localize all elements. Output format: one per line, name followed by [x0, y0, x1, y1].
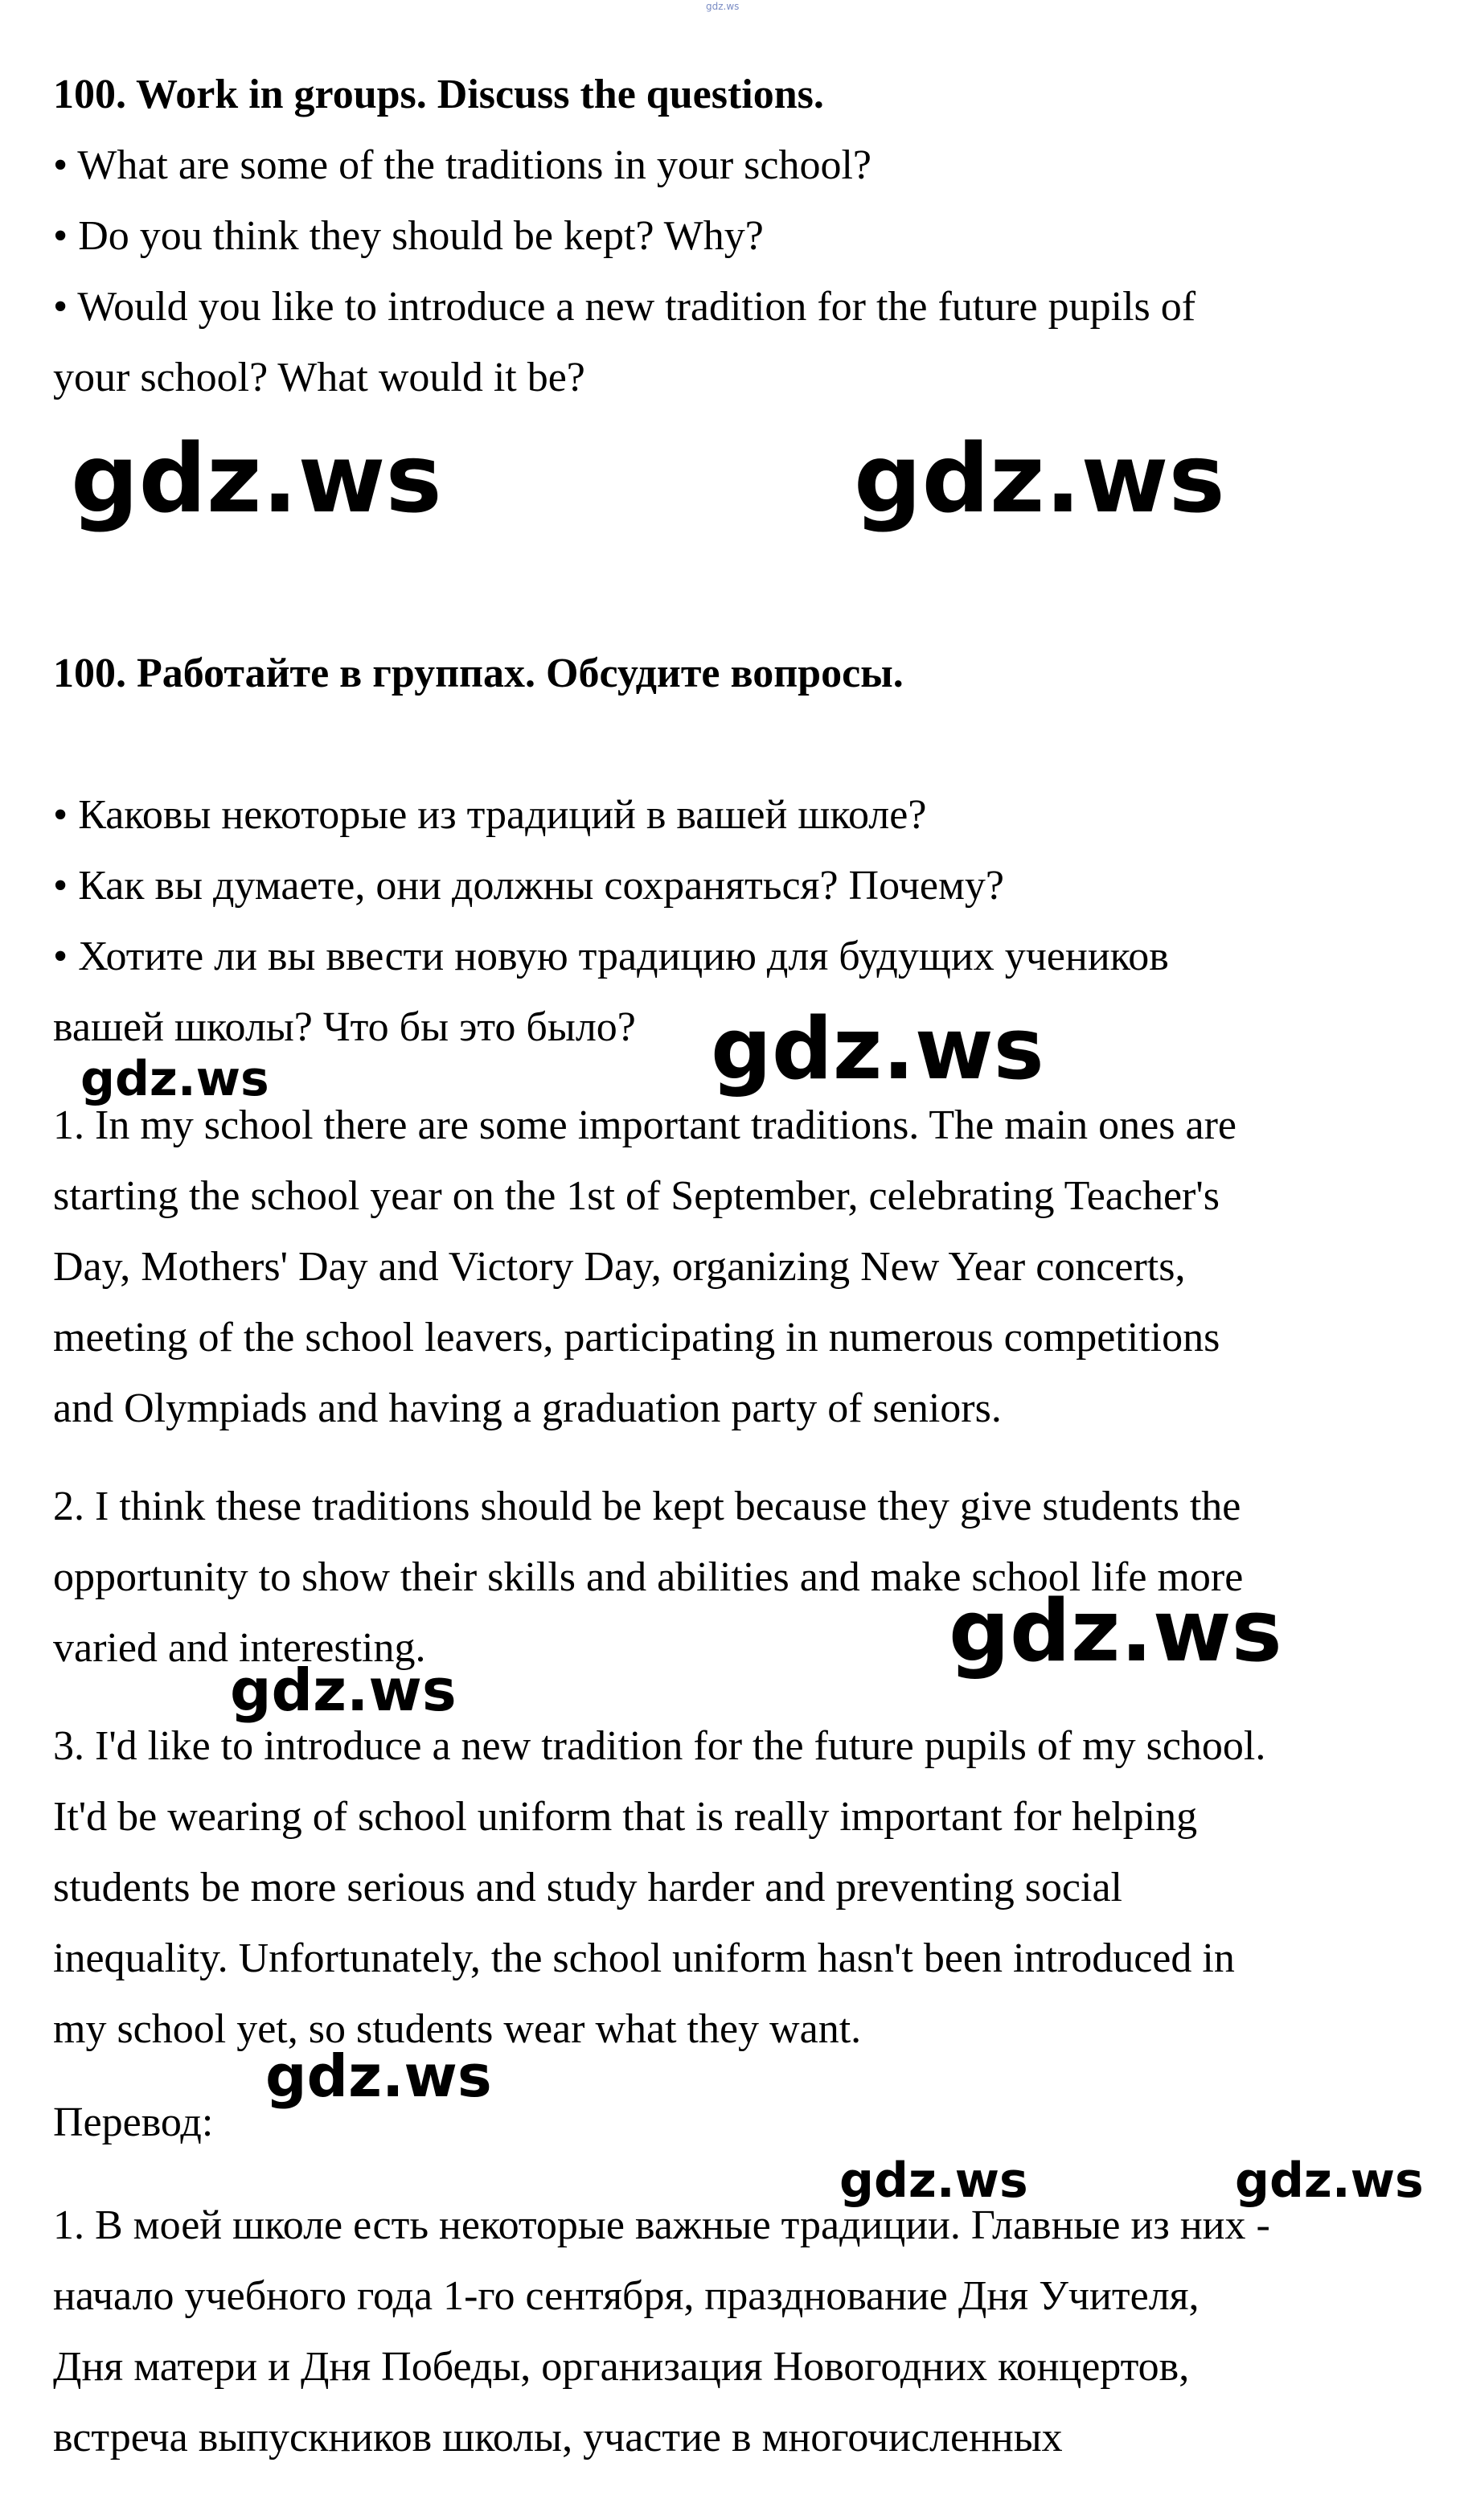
watermark-5: gdz.ws — [949, 1582, 1282, 1681]
question-ru-1: • Каковы некоторые из традиций в вашей школе? — [53, 792, 927, 838]
answer-en-p3-line-3: students be more serious and study harder and preventing social — [53, 1865, 1122, 1911]
question-en-2: • Do you think they should be kept? Why? — [53, 213, 764, 259]
answer-en-p3-line-1: 3. I'd like to introduce a new tradition for the future pupils of my school. — [53, 1723, 1266, 1769]
answer-en-p1-line-4: meeting of the school leavers, participating in numerous competitions — [53, 1315, 1220, 1361]
watermark-8: gdz.ws — [839, 2153, 1028, 2209]
watermark-9: gdz.ws — [1235, 2153, 1424, 2209]
watermark-2: gdz.ws — [854, 423, 1225, 534]
watermark-6: gdz.ws — [230, 1656, 457, 1724]
answer-en-p1-line-1: 1. In my school there are some important traditions. The main ones are — [53, 1102, 1236, 1148]
translation-p1-line-3: Дня матери и Дня Победы, организация Новогодних концертов, — [53, 2344, 1190, 2390]
answer-en-p1-line-5: and Olympiads and having a graduation party of seniors. — [53, 1385, 1002, 1431]
watermark-4: gdz.ws — [80, 1051, 269, 1107]
watermark-3: gdz.ws — [711, 999, 1044, 1098]
header-watermark: gdz.ws — [706, 1, 740, 12]
answer-en-p3-line-5: my school yet, so students wear what they want. — [53, 2006, 862, 2052]
task-title-en: 100. Work in groups. Discuss the questions. — [53, 72, 824, 117]
answer-en-p2-line-3: varied and interesting. — [53, 1625, 426, 1671]
translation-p1-line-1: 1. В моей школе есть некоторые важные традиции. Главные из них - — [53, 2202, 1270, 2248]
question-en-1: • What are some of the traditions in your school? — [53, 142, 871, 188]
task-title-ru: 100. Работайте в группах. Обсудите вопросы. — [53, 651, 904, 696]
question-ru-3-cont: вашей школы? Что бы это было? — [53, 1004, 636, 1050]
answer-en-p3-line-2: It'd be wearing of school uniform that is really important for helping — [53, 1794, 1198, 1840]
watermark-1: gdz.ws — [71, 423, 442, 534]
question-en-3-cont: your school? What would it be? — [53, 355, 585, 400]
question-en-3: • Would you like to introduce a new tradition for the future pupils of — [53, 284, 1196, 330]
question-ru-3: • Хотите ли вы ввести новую традицию для будущих учеников — [53, 934, 1169, 979]
answer-en-p2-line-2: opportunity to show their skills and abilities and make school life more — [53, 1554, 1244, 1600]
question-ru-2: • Как вы думаете, они должны сохраняться? Почему? — [53, 863, 1004, 909]
answer-en-p2-line-1: 2. I think these traditions should be kept because they give students the — [53, 1484, 1241, 1529]
watermark-7: gdz.ws — [265, 2042, 492, 2110]
answer-en-p1-line-2: starting the school year on the 1st of September, celebrating Teacher's — [53, 1173, 1220, 1219]
translation-label: Перевод: — [53, 2099, 214, 2145]
answer-en-p1-line-3: Day, Mothers' Day and Victory Day, organizing New Year concerts, — [53, 1244, 1186, 1290]
translation-p1-line-4: встреча выпускников школы, участие в многочисленных — [53, 2415, 1063, 2460]
translation-p1-line-2: начало учебного года 1-го сентября, празднование Дня Учителя, — [53, 2273, 1200, 2319]
answer-en-p3-line-4: inequality. Unfortunately, the school uniform hasn't been introduced in — [53, 1935, 1235, 1981]
